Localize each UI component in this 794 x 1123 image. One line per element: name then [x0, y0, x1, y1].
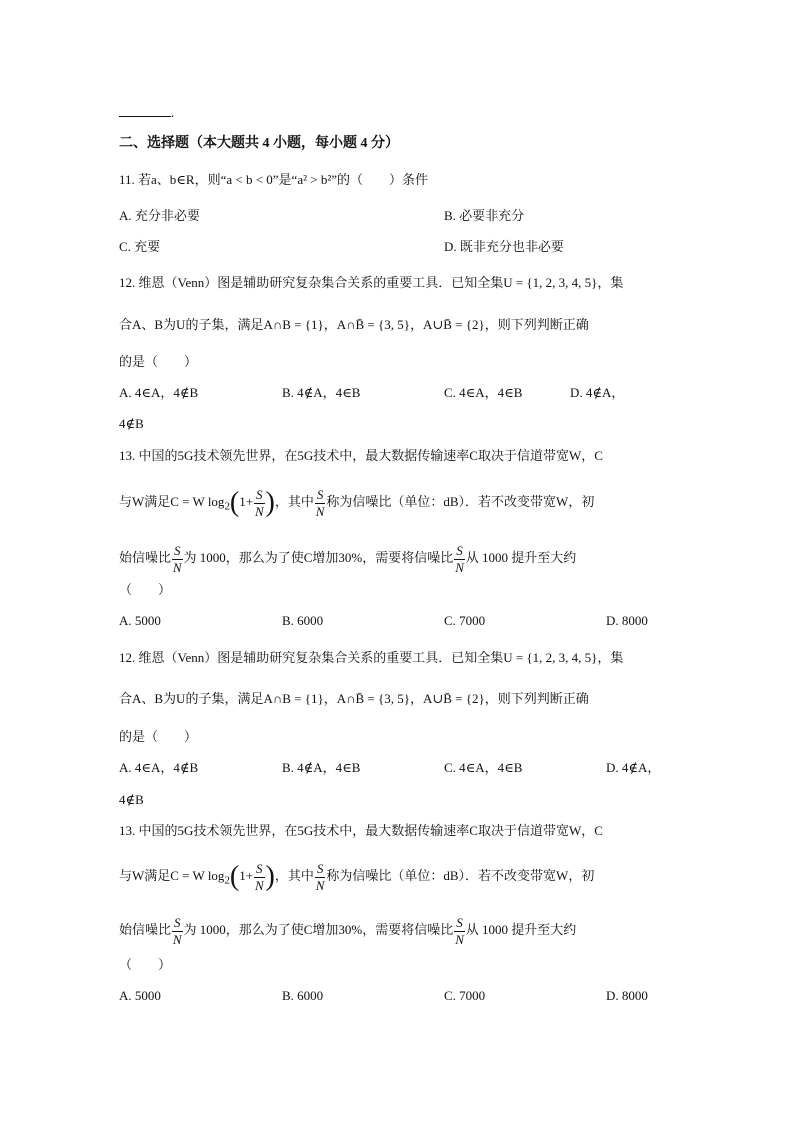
blank-period: .	[171, 105, 175, 120]
paren-open: (	[229, 487, 240, 519]
snr-fraction-2: $\frac{S}{N}$	[315, 486, 325, 519]
q12-repeat-option-b: B. 4∉A，4∈B	[282, 760, 361, 775]
q13-repeat-qizhong: ，其中	[274, 868, 314, 883]
q12-repeat-option-d-cont: 4∉B	[119, 792, 144, 807]
q13-repeat-line3	[119, 912, 576, 948]
q12-repeat-line3: 的是（ ）	[119, 729, 198, 744]
snr-fraction-4: $\frac{S}{N}$	[455, 542, 464, 575]
q13-repeat-line1: 13. 中国的5G技术领先世界，在5G技术中，最大数据传输速率C取决于信道带宽W，C	[119, 823, 603, 838]
q12-line2: 合A、B为U的子集，满足A∩B = {1}，A∩B̄ = {3, 5}，A∪B̄ = {2}，则下列判断正确	[119, 317, 589, 332]
snr-fraction: $\frac{S}{N}$	[254, 860, 264, 893]
q13-repeat-line3-c: 从 1000 提升至大约	[465, 922, 577, 937]
q12-line1: 12. 维恩（Venn）图是辅助研究复杂集合关系的重要工具．已知全集U = {1, 2, 3, 4, 5}，集	[119, 275, 624, 290]
paren-close: )	[265, 487, 275, 519]
fill-blank	[119, 104, 171, 117]
q13-option-c: C. 7000	[444, 613, 486, 628]
q13-repeat-option-d: D. 8000	[606, 988, 648, 1003]
q13-repeat-one-plus: 1+	[239, 868, 254, 883]
q11-option-d: D. 既非充分也非必要	[444, 239, 564, 254]
q13-repeat-option-a: A. 5000	[119, 988, 161, 1003]
q13-repeat-line2	[119, 858, 594, 899]
q13-one-plus: 1+	[239, 494, 254, 509]
snr-fraction-3: $\frac{S}{N}$	[172, 542, 182, 575]
q13-formula-left: 与W满足C = W log	[119, 494, 225, 509]
snr-fraction-4: $\frac{S}{N}$	[455, 914, 464, 947]
paren-close: )	[265, 861, 275, 893]
q13-option-b: B. 6000	[282, 613, 324, 628]
q11-option-a: A. 充分非必要	[119, 208, 200, 223]
q13-repeat-option-b: B. 6000	[282, 988, 324, 1003]
q13-qizhong: ，其中	[274, 494, 314, 509]
q11-stem: 11. 若a、b∈R，则“a < b < 0”是“a² > b²”的（ ）条件	[119, 172, 428, 187]
q13-repeat-line3-a: 始信噪比	[119, 922, 172, 937]
q12-option-d-cont: 4∉B	[119, 416, 144, 431]
q13-line3-b: 为 1000，那么为了使C增加30%，需要将信噪比	[183, 550, 454, 565]
q12-repeat-option-a: A. 4∈A，4∉B	[119, 760, 199, 775]
answer-blank-line	[119, 103, 174, 123]
q12-line3: 的是（ ）	[119, 354, 198, 369]
q12-repeat-option-c: C. 4∈A，4∈B	[444, 760, 523, 775]
q13-repeat-line2-tail: 称为信噪比（单位：dB）．若不改变带宽W，初	[326, 868, 595, 883]
q13-line3-a: 始信噪比	[119, 550, 172, 565]
q13-answer-paren: （ ）	[119, 582, 172, 597]
q13-log-base: 2	[224, 500, 230, 513]
q13-option-a: A. 5000	[119, 613, 161, 628]
q12-repeat-line1: 12. 维恩（Venn）图是辅助研究复杂集合关系的重要工具．已知全集U = {1, 2, 3, 4, 5}，集	[119, 650, 624, 665]
q12-option-c: C. 4∈A，4∈B	[444, 385, 523, 400]
q12-option-a: A. 4∈A，4∉B	[119, 385, 199, 400]
snr-fraction: $\frac{S}{N}$	[254, 486, 264, 519]
q12-repeat-option-d: D. 4∉A，	[606, 760, 661, 775]
q11-option-b: B. 必要非充分	[444, 208, 525, 223]
q13-line2	[119, 484, 594, 525]
q13-line1: 13. 中国的5G技术领先世界，在5G技术中，最大数据传输速率C取决于信道带宽W，C	[119, 448, 603, 463]
q12-option-d: D. 4∉A，	[570, 385, 625, 400]
q13-repeat-answer-paren: （ ）	[119, 957, 172, 972]
q13-repeat-line3-b: 为 1000，那么为了使C增加30%，需要将信噪比	[183, 922, 454, 937]
q13-line3-c: 从 1000 提升至大约	[465, 550, 577, 565]
q13-line3	[119, 540, 576, 576]
paren-open: (	[229, 861, 240, 893]
section-heading: 二、选择题（本大题共 4 小题，每小题 4 分）	[119, 136, 399, 151]
q13-repeat-formula-left: 与W满足C = W log	[119, 868, 225, 883]
q12-option-b: B. 4∉A，4∈B	[282, 385, 361, 400]
snr-fraction-3: $\frac{S}{N}$	[172, 914, 182, 947]
q13-repeat-log-base: 2	[224, 874, 230, 887]
q13-repeat-option-c: C. 7000	[444, 988, 486, 1003]
q11-option-c: C. 充要	[119, 239, 161, 254]
q13-option-d: D. 8000	[606, 613, 648, 628]
q13-line2-tail: 称为信噪比（单位：dB）．若不改变带宽W，初	[326, 494, 595, 509]
q12-repeat-line2: 合A、B为U的子集，满足A∩B = {1}，A∩B̄ = {3, 5}，A∪B̄ = {2}，则下列判断正确	[119, 691, 589, 706]
snr-fraction-2: $\frac{S}{N}$	[315, 860, 325, 893]
